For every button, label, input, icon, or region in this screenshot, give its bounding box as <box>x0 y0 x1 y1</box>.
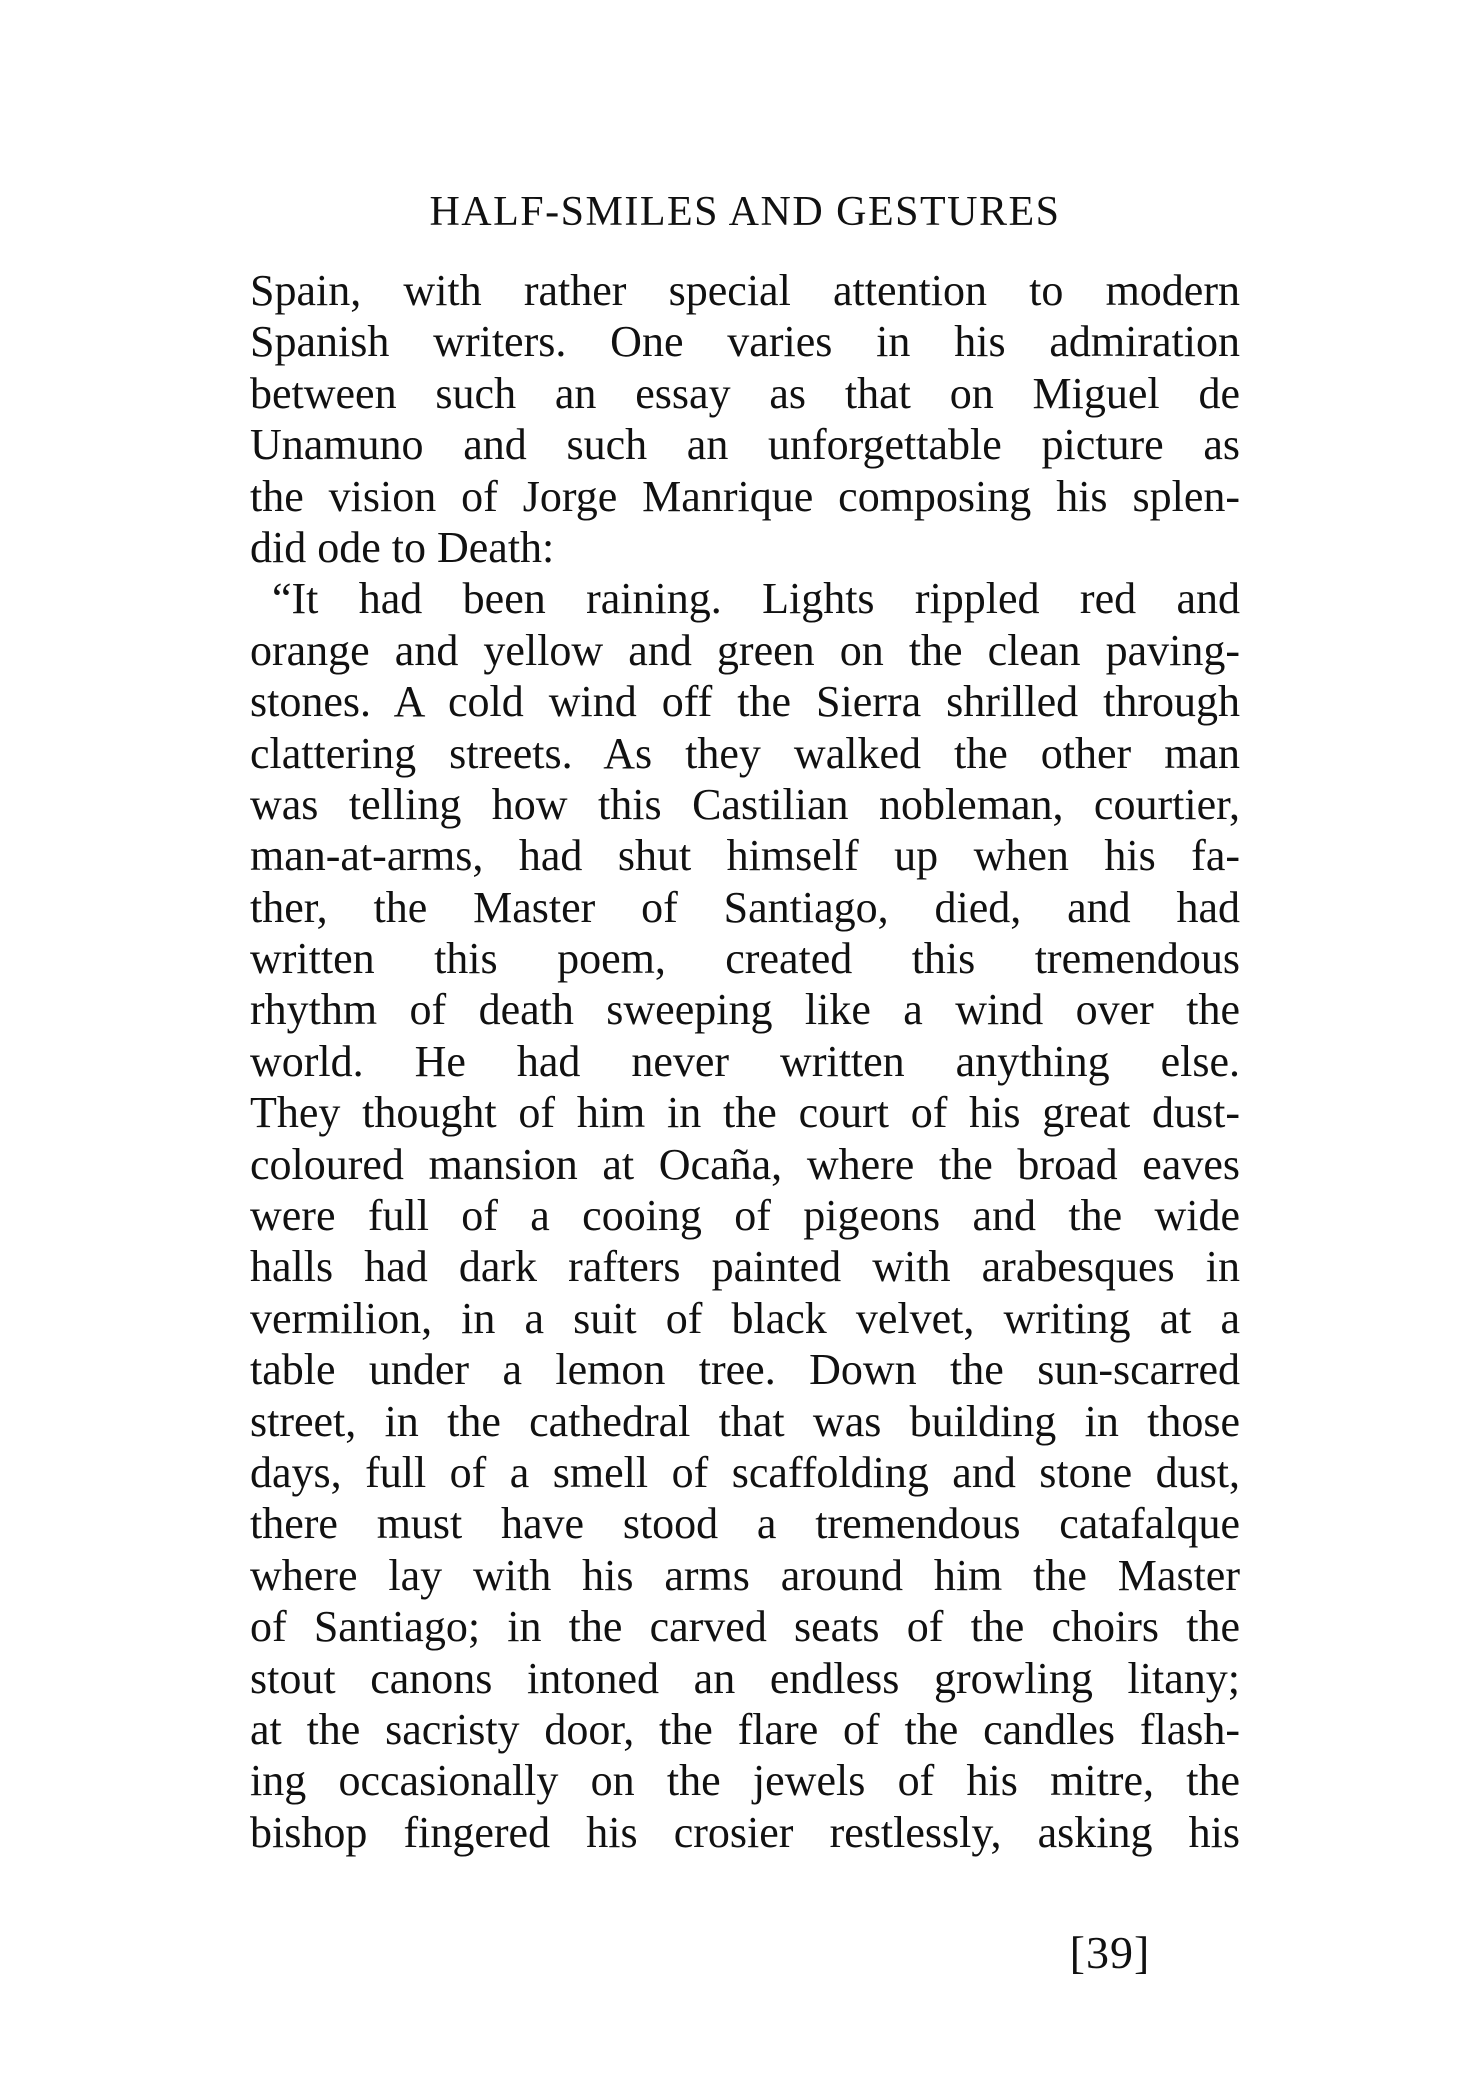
text-line: ing occasionally on the jewels of his mitre, the <box>250 1756 1240 1806</box>
text-line: written this poem, created this tremendous <box>250 934 1240 984</box>
text-line: ther, the Master of Santiago, died, and had <box>250 882 1240 932</box>
running-head: HALF-SMILES AND GESTURES <box>429 189 1061 235</box>
text-line: table under a lemon tree. Down the sun-scarred <box>250 1345 1240 1395</box>
text-line: stones. A cold wind off the Sierra shrilled through <box>250 677 1240 727</box>
text-line: days, full of a smell of scaffolding and stone dust, <box>250 1447 1240 1497</box>
text-line: where lay with his arms around him the Master <box>250 1550 1240 1600</box>
text-line: did ode to Death: <box>250 522 555 572</box>
text-line: coloured mansion at Ocaña, where the broad eaves <box>250 1139 1240 1189</box>
text-line: stout canons intoned an endless growling litany; <box>250 1653 1240 1703</box>
text-line: were full of a cooing of pigeons and the wide <box>250 1191 1240 1241</box>
text-line: the vision of Jorge Manrique composing his splen- <box>250 471 1240 521</box>
body-text <box>250 265 1240 1858</box>
text-line: halls had dark rafters painted with arabesques in <box>250 1242 1240 1292</box>
text-line: at the sacristy door, the flare of the candles flash- <box>250 1704 1240 1754</box>
text-line: between such an essay as that on Miguel de <box>250 368 1240 418</box>
text-line: street, in the cathedral that was building in those <box>250 1396 1240 1446</box>
text-line: orange and yellow and green on the clean paving- <box>250 625 1240 675</box>
text-line: rhythm of death sweeping like a wind over the <box>250 985 1240 1035</box>
page-number: [39] <box>1069 1927 1151 1978</box>
text-line: Unamuno and such an unforgettable picture as <box>250 420 1240 470</box>
text-line: world. He had never written anything else. <box>250 1036 1240 1086</box>
text-line: They thought of him in the court of his great dust- <box>250 1088 1240 1138</box>
text-line: was telling how this Castilian nobleman, courtier, <box>250 779 1240 829</box>
text-line: there must have stood a tremendous catafalque <box>250 1499 1240 1549</box>
text-line: vermilion, in a suit of black velvet, writing at a <box>250 1293 1240 1343</box>
text-line: Spanish writers. One varies in his admiration <box>250 317 1240 367</box>
text-line: of Santiago; in the carved seats of the choirs the <box>250 1602 1240 1652</box>
text-line: Spain, with rather special attention to modern <box>250 266 1240 315</box>
text-line: bishop fingered his crosier restlessly, asking his <box>250 1807 1240 1857</box>
text-line: clattering streets. As they walked the other man <box>250 728 1240 778</box>
quote-start-line: “It had been raining. Lights rippled red and <box>272 574 1240 624</box>
text-line: man-at-arms, had shut himself up when his fa- <box>250 831 1240 881</box>
